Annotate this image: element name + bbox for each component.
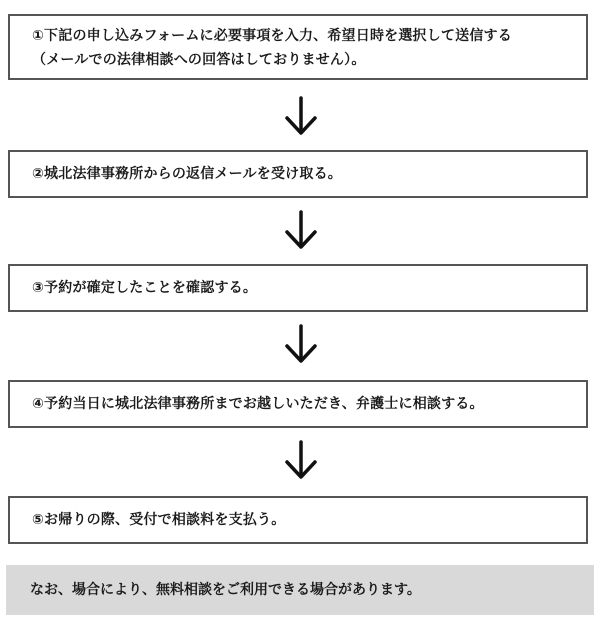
step-1-box xyxy=(8,14,588,80)
arrow-down-icon xyxy=(284,210,318,250)
note-box xyxy=(6,565,594,615)
step-3-box xyxy=(8,264,588,312)
arrow-down-icon xyxy=(284,96,318,136)
arrow-down-icon xyxy=(284,324,318,364)
step-4-text: ④予約当日に城北法律事務所までお越しいただき、弁護士に相談する。 xyxy=(32,396,484,412)
step-1-line-1: ①下記の申し込みフォームに必要事項を入力、希望日時を選択して送信する xyxy=(32,28,512,44)
step-1-text xyxy=(32,24,576,72)
step-5-text: ⑤お帰りの際、受付で相談料を支払う。 xyxy=(32,512,286,528)
note-text: なお、場合により、無料相談をご利用できる場合があります。 xyxy=(30,582,421,598)
step-5-box xyxy=(8,496,588,544)
arrow-down-icon xyxy=(284,440,318,480)
step-2-text: ②城北法律事務所からの返信メールを受け取る。 xyxy=(32,166,342,182)
step-2-box xyxy=(8,150,588,198)
step-3-text: ③予約が確定したことを確認する。 xyxy=(32,280,258,296)
step-1-line-2: （メールでの法律相談への回答はしておりません）。 xyxy=(32,52,366,68)
step-4-box xyxy=(8,380,588,428)
